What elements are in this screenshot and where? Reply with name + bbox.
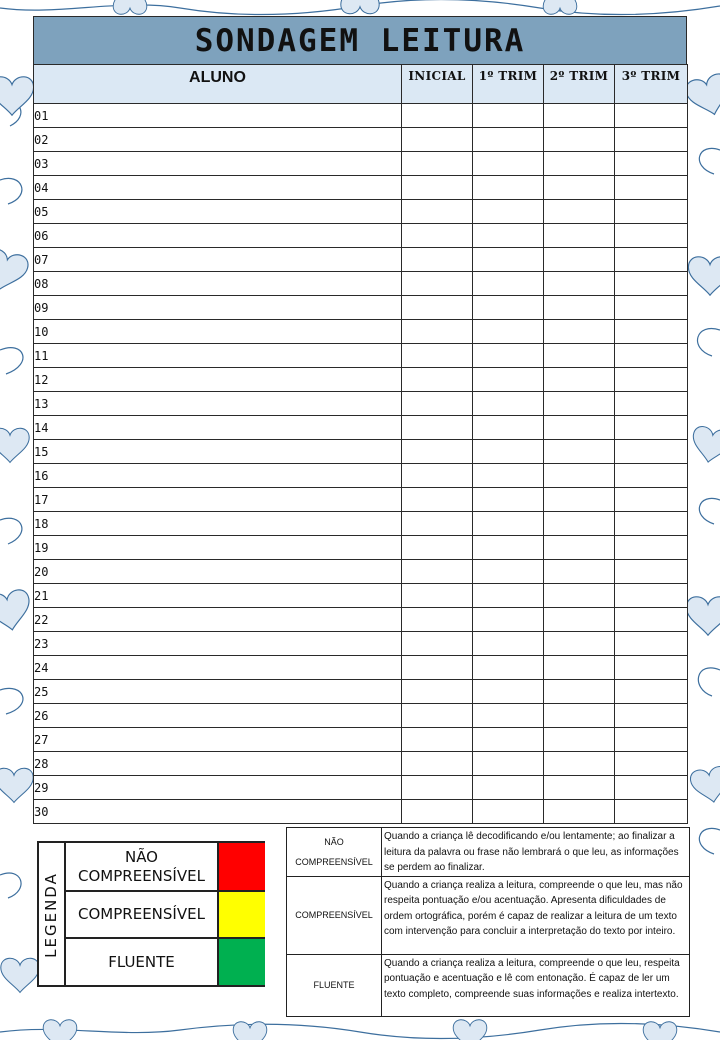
column-header-trim1: 1º TRIM — [473, 65, 544, 104]
cell-trim1[interactable] — [473, 656, 544, 680]
student-number: 10 — [34, 320, 402, 344]
cell-trim2[interactable] — [544, 176, 615, 200]
cell-trim3[interactable] — [615, 608, 688, 632]
student-number: 15 — [34, 440, 402, 464]
cell-trim2[interactable] — [544, 632, 615, 656]
cell-trim2[interactable] — [544, 320, 615, 344]
cell-trim2[interactable] — [544, 512, 615, 536]
cell-trim2[interactable] — [544, 128, 615, 152]
cell-trim1[interactable] — [473, 584, 544, 608]
cell-trim3[interactable] — [615, 416, 688, 440]
table-row — [34, 128, 688, 152]
cell-trim1[interactable] — [473, 416, 544, 440]
table-row — [34, 584, 688, 608]
cell-trim3[interactable] — [615, 104, 688, 128]
description-row — [287, 876, 690, 954]
cell-trim2[interactable] — [544, 752, 615, 776]
student-number: 12 — [34, 368, 402, 392]
table-row — [34, 488, 688, 512]
cell-inicial[interactable] — [402, 800, 473, 824]
cell-trim1[interactable] — [473, 536, 544, 560]
student-number: 01 — [34, 104, 402, 128]
cell-inicial[interactable] — [402, 176, 473, 200]
cell-trim2[interactable] — [544, 800, 615, 824]
student-number: 05 — [34, 200, 402, 224]
legend-descriptions-table — [286, 827, 690, 1017]
student-number: 27 — [34, 728, 402, 752]
cell-inicial[interactable] — [402, 752, 473, 776]
legend-item-compreensivel — [66, 892, 217, 937]
student-table — [33, 64, 688, 824]
description-text: Quando a criança lê decodificando e/ou lentamente; ao finalizar a leitura da palavra ou frase não lembrará o que leu, as informações se perdem ao finalizar. — [382, 828, 690, 877]
cell-inicial[interactable] — [402, 272, 473, 296]
cell-trim1[interactable] — [473, 512, 544, 536]
cell-trim3[interactable] — [615, 392, 688, 416]
student-number: 17 — [34, 488, 402, 512]
cell-trim3[interactable] — [615, 344, 688, 368]
student-number: 14 — [34, 416, 402, 440]
description-key-line: COMPREENSÍVEL — [295, 856, 373, 867]
cell-inicial[interactable] — [402, 248, 473, 272]
cell-trim2[interactable] — [544, 104, 615, 128]
cell-trim2[interactable] — [544, 200, 615, 224]
cell-trim3[interactable] — [615, 440, 688, 464]
cell-trim2[interactable] — [544, 416, 615, 440]
cell-trim1[interactable] — [473, 248, 544, 272]
table-row — [34, 680, 688, 704]
legend-item-label: NÃO — [124, 847, 158, 866]
student-number: 22 — [34, 608, 402, 632]
column-header-trim2: 2º TRIM — [544, 65, 615, 104]
legend-item-fluente — [66, 939, 217, 985]
cell-inicial[interactable] — [402, 776, 473, 800]
cell-trim2[interactable] — [544, 488, 615, 512]
cell-trim1[interactable] — [473, 464, 544, 488]
table-header-row — [34, 65, 688, 104]
cell-inicial[interactable] — [402, 608, 473, 632]
description-text: Quando a criança realiza a leitura, compreende o que leu, mas não respeita pontuação e/ou acentuação. Apresenta dificuldades de ordem ortográfica, porém é capaz de realizar a leitura de um texto com intervenção para concluir a interpretação do texto por inteiro. — [382, 876, 690, 954]
cell-trim2[interactable] — [544, 152, 615, 176]
student-number: 26 — [34, 704, 402, 728]
cell-trim1[interactable] — [473, 200, 544, 224]
table-row — [34, 272, 688, 296]
cell-trim2[interactable] — [544, 584, 615, 608]
cell-trim1[interactable] — [473, 344, 544, 368]
table-row — [34, 800, 688, 824]
legend-swatch-yellow — [217, 892, 265, 937]
cell-trim2[interactable] — [544, 704, 615, 728]
table-row — [34, 608, 688, 632]
cell-inicial[interactable] — [402, 656, 473, 680]
cell-trim1[interactable] — [473, 728, 544, 752]
description-text: Quando a criança realiza a leitura, compreende o que leu, respeita pontuação e acentuação e lê com entonação. É capaz de ler um texto completo, compreende suas informações e realiza intertexto. — [382, 954, 690, 1016]
cell-trim2[interactable] — [544, 272, 615, 296]
cell-trim3[interactable] — [615, 128, 688, 152]
cell-inicial[interactable] — [402, 560, 473, 584]
cell-inicial[interactable] — [402, 728, 473, 752]
cell-inicial[interactable] — [402, 704, 473, 728]
cell-inicial[interactable] — [402, 680, 473, 704]
student-number: 09 — [34, 296, 402, 320]
cell-trim1[interactable] — [473, 680, 544, 704]
table-row — [34, 560, 688, 584]
cell-trim1[interactable] — [473, 296, 544, 320]
table-row — [34, 320, 688, 344]
cell-trim2[interactable] — [544, 728, 615, 752]
table-row — [34, 296, 688, 320]
cell-trim3[interactable] — [615, 584, 688, 608]
student-number: 02 — [34, 128, 402, 152]
table-row — [34, 248, 688, 272]
cell-trim3[interactable] — [615, 176, 688, 200]
cell-inicial[interactable] — [402, 368, 473, 392]
cell-trim1[interactable] — [473, 632, 544, 656]
cell-inicial[interactable] — [402, 296, 473, 320]
legend-swatch-green — [217, 939, 265, 985]
table-row — [34, 392, 688, 416]
cell-trim2[interactable] — [544, 464, 615, 488]
cell-trim3[interactable] — [615, 680, 688, 704]
description-row — [287, 828, 690, 877]
table-row — [34, 464, 688, 488]
legend-swatch-red — [217, 843, 265, 890]
student-number: 18 — [34, 512, 402, 536]
description-key: COMPREENSÍVEL — [287, 876, 382, 954]
cell-trim1[interactable] — [473, 368, 544, 392]
cell-trim3[interactable] — [615, 224, 688, 248]
cell-inicial[interactable] — [402, 392, 473, 416]
cell-trim2[interactable] — [544, 776, 615, 800]
cell-trim3[interactable] — [615, 368, 688, 392]
cell-inicial[interactable] — [402, 344, 473, 368]
description-key: FLUENTE — [287, 954, 382, 1016]
table-row — [34, 344, 688, 368]
cell-trim1[interactable] — [473, 104, 544, 128]
cell-inicial[interactable] — [402, 512, 473, 536]
cell-trim2[interactable] — [544, 344, 615, 368]
description-key-line: NÃO — [324, 836, 344, 847]
table-row — [34, 224, 688, 248]
cell-trim1[interactable] — [473, 800, 544, 824]
cell-trim3[interactable] — [615, 656, 688, 680]
cell-inicial[interactable] — [402, 464, 473, 488]
table-row — [34, 728, 688, 752]
student-number: 06 — [34, 224, 402, 248]
cell-trim1[interactable] — [473, 224, 544, 248]
table-row — [34, 536, 688, 560]
table-row — [34, 776, 688, 800]
cell-inicial[interactable] — [402, 200, 473, 224]
student-number: 20 — [34, 560, 402, 584]
cell-trim3[interactable] — [615, 776, 688, 800]
table-row — [34, 152, 688, 176]
cell-trim1[interactable] — [473, 320, 544, 344]
table-row — [34, 752, 688, 776]
cell-inicial[interactable] — [402, 320, 473, 344]
legend-item-nao-compreensivel — [66, 843, 217, 890]
cell-trim3[interactable] — [615, 704, 688, 728]
cell-trim3[interactable] — [615, 800, 688, 824]
cell-trim1[interactable] — [473, 560, 544, 584]
cell-inicial[interactable] — [402, 128, 473, 152]
table-row — [34, 368, 688, 392]
cell-trim3[interactable] — [615, 728, 688, 752]
cell-trim1[interactable] — [473, 272, 544, 296]
cell-trim3[interactable] — [615, 296, 688, 320]
cell-trim3[interactable] — [615, 272, 688, 296]
student-number: 16 — [34, 464, 402, 488]
table-row — [34, 104, 688, 128]
student-number: 08 — [34, 272, 402, 296]
student-number: 04 — [34, 176, 402, 200]
cell-trim1[interactable] — [473, 176, 544, 200]
cell-inicial[interactable] — [402, 488, 473, 512]
cell-trim1[interactable] — [473, 392, 544, 416]
student-number: 21 — [34, 584, 402, 608]
legend-label: LEGENDA — [42, 872, 60, 958]
student-number: 19 — [34, 536, 402, 560]
cell-trim1[interactable] — [473, 152, 544, 176]
cell-trim2[interactable] — [544, 536, 615, 560]
cell-trim3[interactable] — [615, 248, 688, 272]
cell-inicial[interactable] — [402, 584, 473, 608]
cell-trim1[interactable] — [473, 128, 544, 152]
column-header-aluno: ALUNO — [34, 65, 402, 104]
cell-trim3[interactable] — [615, 320, 688, 344]
student-number: 11 — [34, 344, 402, 368]
cell-inicial[interactable] — [402, 152, 473, 176]
cell-trim2[interactable] — [544, 680, 615, 704]
cell-trim3[interactable] — [615, 752, 688, 776]
cell-trim3[interactable] — [615, 536, 688, 560]
description-row — [287, 954, 690, 1016]
cell-trim3[interactable] — [615, 560, 688, 584]
cell-trim2[interactable] — [544, 560, 615, 584]
student-number: 29 — [34, 776, 402, 800]
table-row — [34, 632, 688, 656]
cell-trim3[interactable] — [615, 512, 688, 536]
cell-trim2[interactable] — [544, 608, 615, 632]
cell-inicial[interactable] — [402, 224, 473, 248]
reading-survey-sheet — [33, 16, 687, 824]
legend-box — [37, 841, 265, 987]
student-number: 25 — [34, 680, 402, 704]
table-row — [34, 704, 688, 728]
student-number: 28 — [34, 752, 402, 776]
cell-inicial[interactable] — [402, 440, 473, 464]
column-header-inicial: INICIAL — [402, 65, 473, 104]
cell-trim1[interactable] — [473, 752, 544, 776]
student-number: 03 — [34, 152, 402, 176]
legend-item-label: FLUENTE — [108, 952, 175, 971]
cell-inicial[interactable] — [402, 632, 473, 656]
cell-trim3[interactable] — [615, 632, 688, 656]
table-row — [34, 512, 688, 536]
cell-trim2[interactable] — [544, 224, 615, 248]
cell-trim1[interactable] — [473, 440, 544, 464]
legend-item-label: COMPREENSÍVEL — [78, 905, 205, 923]
cell-trim2[interactable] — [544, 440, 615, 464]
cell-trim2[interactable] — [544, 368, 615, 392]
cell-trim3[interactable] — [615, 464, 688, 488]
cell-inicial[interactable] — [402, 536, 473, 560]
student-number: 23 — [34, 632, 402, 656]
cell-trim1[interactable] — [473, 776, 544, 800]
cell-trim2[interactable] — [544, 248, 615, 272]
cell-trim2[interactable] — [544, 392, 615, 416]
table-row — [34, 176, 688, 200]
legend-label-cell — [39, 843, 66, 985]
student-number: 24 — [34, 656, 402, 680]
page-title: SONDAGEM LEITURA — [33, 16, 687, 64]
student-number: 30 — [34, 800, 402, 824]
table-row — [34, 656, 688, 680]
cell-inicial[interactable] — [402, 416, 473, 440]
cell-trim2[interactable] — [544, 656, 615, 680]
table-row — [34, 200, 688, 224]
column-header-trim3: 3º TRIM — [615, 65, 688, 104]
student-number: 07 — [34, 248, 402, 272]
cell-trim1[interactable] — [473, 488, 544, 512]
table-row — [34, 440, 688, 464]
legend-item-label: COMPREENSÍVEL — [78, 866, 205, 885]
student-number: 13 — [34, 392, 402, 416]
cell-trim2[interactable] — [544, 296, 615, 320]
cell-trim3[interactable] — [615, 200, 688, 224]
table-row — [34, 416, 688, 440]
cell-trim1[interactable] — [473, 608, 544, 632]
cell-trim1[interactable] — [473, 704, 544, 728]
cell-trim3[interactable] — [615, 488, 688, 512]
description-key — [287, 828, 382, 877]
cell-inicial[interactable] — [402, 104, 473, 128]
cell-trim3[interactable] — [615, 152, 688, 176]
